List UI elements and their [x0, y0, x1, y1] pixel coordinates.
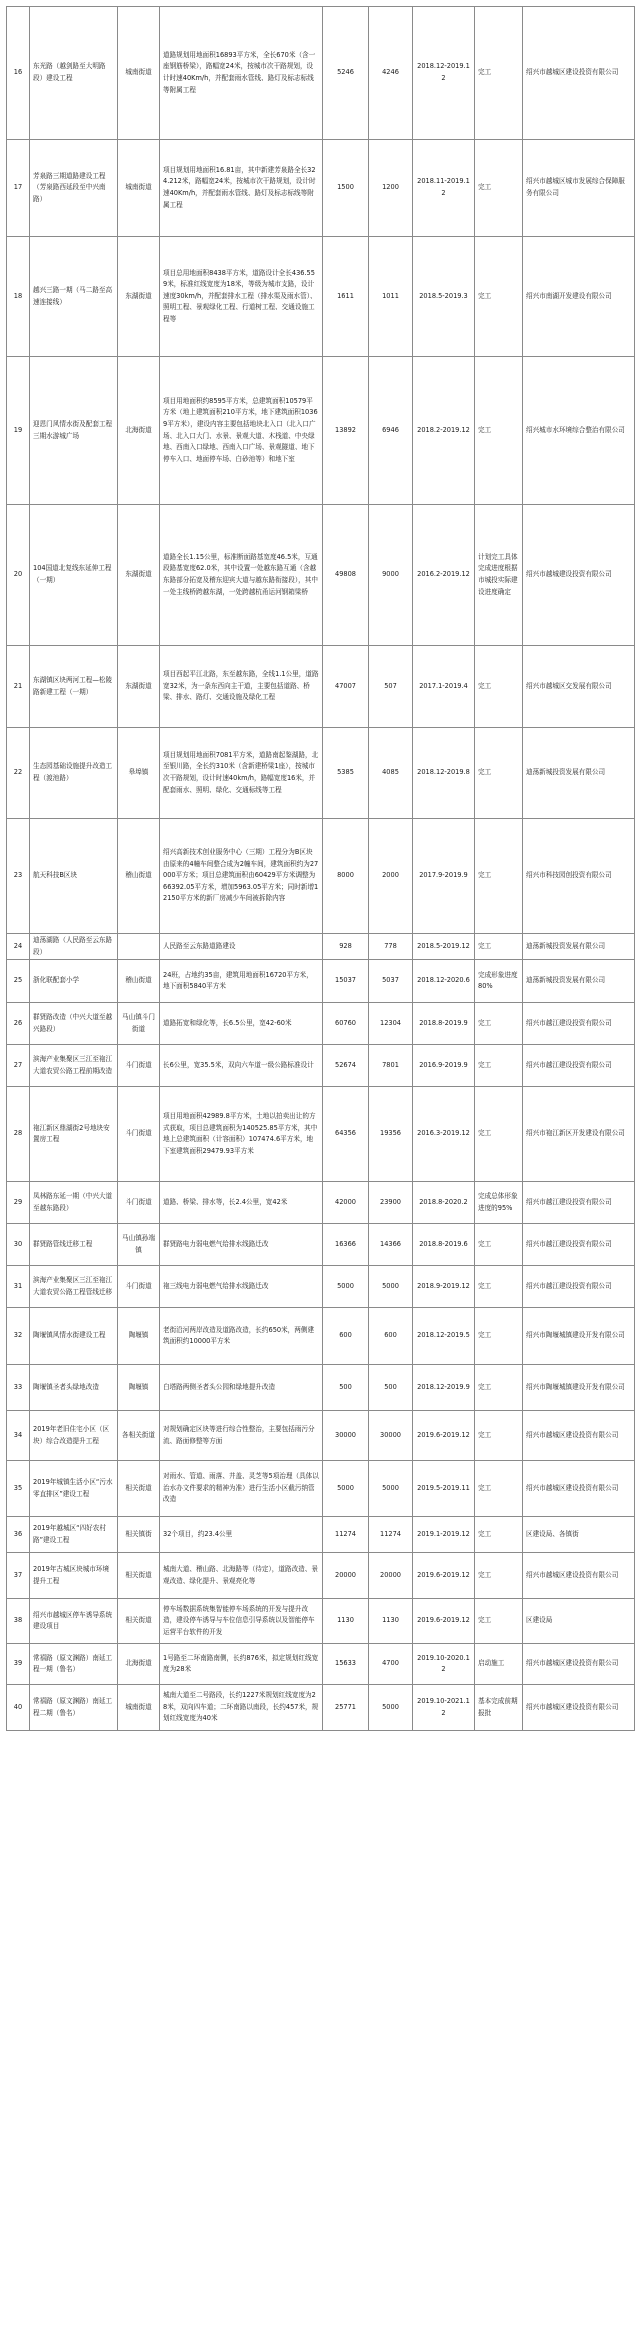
total-investment-cell: 1611 — [323, 237, 369, 357]
annual-plan-cell: 1200 — [369, 140, 413, 237]
total-investment-cell: 60760 — [323, 1003, 369, 1045]
project-name-cell: 滨海产业集聚区三江至袍江大道农贸公路工程管线迁移 — [30, 1266, 118, 1308]
table-row — [7, 646, 635, 728]
street-cell: 东湖街道 — [118, 505, 160, 646]
project-name-cell: 常禧路（原文渊路）南延工程一期（鲁名） — [30, 1644, 118, 1685]
progress-cell: 完工 — [475, 237, 523, 357]
construction-content-cell: 1号路至二环南路南侧，长约876米，拟定规划红线宽度为28米 — [160, 1644, 323, 1685]
construction-content-cell: 32个项目，约23.4公里 — [160, 1517, 323, 1553]
total-investment-cell: 30000 — [323, 1411, 369, 1461]
row-number: 37 — [7, 1553, 30, 1599]
total-investment-cell: 5385 — [323, 728, 369, 819]
progress-cell: 完成形象进度80% — [475, 960, 523, 1003]
construction-content-cell: 对雨水、管道、雨落、井盖、灵芝等5项治理（具体以治水办文件要求的精神为准）进行生活小区截污纳管改造 — [160, 1461, 323, 1517]
row-number: 26 — [7, 1003, 30, 1045]
construction-content-cell: 长6公里，宽35.5米，双向六车道一级公路标准设计 — [160, 1045, 323, 1087]
table-row — [7, 728, 635, 819]
responsible-unit-cell: 绍兴市越城建设投资有限公司 — [523, 505, 635, 646]
total-investment-cell: 49808 — [323, 505, 369, 646]
project-name-cell: 常禧路（原文渊路）南延工程二期（鲁名） — [30, 1685, 118, 1731]
total-investment-cell: 8000 — [323, 819, 369, 934]
responsible-unit-cell: 绍兴市陶堰城镇建设开发有限公司 — [523, 1365, 635, 1411]
total-investment-cell: 1130 — [323, 1599, 369, 1644]
responsible-unit-cell: 绍兴市越城区交发展有限公司 — [523, 646, 635, 728]
project-name-cell: 群贤路管线迁移工程 — [30, 1224, 118, 1266]
row-number: 25 — [7, 960, 30, 1003]
progress-cell: 完工 — [475, 646, 523, 728]
construction-period-cell: 2018.2-2019.12 — [413, 357, 475, 505]
street-cell — [118, 934, 160, 960]
project-name-cell: 2019年城镇生活小区“污水零直排区”建设工程 — [30, 1461, 118, 1517]
progress-cell: 完工 — [475, 1003, 523, 1045]
street-cell: 北海街道 — [118, 1644, 160, 1685]
project-name-cell: 陶堰镇圣者头绿地改造 — [30, 1365, 118, 1411]
row-number: 16 — [7, 7, 30, 140]
responsible-unit-cell: 绍兴市越江建设投资有限公司 — [523, 1266, 635, 1308]
total-investment-cell: 5246 — [323, 7, 369, 140]
responsible-unit-cell: 迪荡新城投资发展有限公司 — [523, 728, 635, 819]
total-investment-cell: 11274 — [323, 1517, 369, 1553]
row-number: 38 — [7, 1599, 30, 1644]
table-row — [7, 1411, 635, 1461]
row-number: 22 — [7, 728, 30, 819]
street-cell: 马山镇孙端镇 — [118, 1224, 160, 1266]
responsible-unit-cell: 绍兴市越城区建设投资有限公司 — [523, 1553, 635, 1599]
responsible-unit-cell: 绍兴市越城区城市发展综合保障服务有限公司 — [523, 140, 635, 237]
construction-period-cell: 2019.10-2021.12 — [413, 1685, 475, 1731]
progress-cell: 完工 — [475, 819, 523, 934]
table-row — [7, 7, 635, 140]
table-row — [7, 1266, 635, 1308]
street-cell: 城南街道 — [118, 7, 160, 140]
table-row — [7, 237, 635, 357]
construction-period-cell: 2018.5-2019.3 — [413, 237, 475, 357]
progress-cell: 完工 — [475, 1087, 523, 1182]
annual-plan-cell: 12304 — [369, 1003, 413, 1045]
street-cell: 陶堰镇 — [118, 1365, 160, 1411]
table-row — [7, 934, 635, 960]
row-number: 31 — [7, 1266, 30, 1308]
annual-plan-cell: 9000 — [369, 505, 413, 646]
project-name-cell: 迪荡湖路（人民路至云东路段） — [30, 934, 118, 960]
construction-content-cell: 道路规划用地面积16893平方米，全长670米（含一座钢筋桥梁），路幅宽24米，按城市次干路规划，设计时速40Km/h，并配套雨水管线、路灯及标志标线等附属工程 — [160, 7, 323, 140]
construction-period-cell: 2017.1-2019.4 — [413, 646, 475, 728]
street-cell: 相关镇街 — [118, 1517, 160, 1553]
responsible-unit-cell: 绍兴市越城区建设投资有限公司 — [523, 7, 635, 140]
street-cell: 各相关街道 — [118, 1411, 160, 1461]
responsible-unit-cell: 迪荡新城投资发展有限公司 — [523, 934, 635, 960]
street-cell: 稽山街道 — [118, 960, 160, 1003]
responsible-unit-cell: 区建设局、各镇街 — [523, 1517, 635, 1553]
annual-plan-cell: 30000 — [369, 1411, 413, 1461]
annual-plan-cell: 5000 — [369, 1461, 413, 1517]
annual-plan-cell: 600 — [369, 1308, 413, 1365]
progress-cell: 完工 — [475, 1365, 523, 1411]
project-name-cell: 浙化联配套小学 — [30, 960, 118, 1003]
table-row — [7, 1224, 635, 1266]
street-cell: 斗门街道 — [118, 1266, 160, 1308]
annual-plan-cell: 4246 — [369, 7, 413, 140]
street-cell: 斗门街道 — [118, 1045, 160, 1087]
total-investment-cell: 47007 — [323, 646, 369, 728]
construction-content-cell: 绍兴高新技术创业服务中心（三期）工程分为B区块由原来的4幢车间整合成为2幢车间，建筑面积约为27000平方米；项目总建筑面积由60429平方米调整为66392.05平方米，增加5963.05平方米；同时新增12150平方米的新厂房减少车间被拆除内容 — [160, 819, 323, 934]
row-number: 34 — [7, 1411, 30, 1461]
street-cell: 城南街道 — [118, 140, 160, 237]
row-number: 24 — [7, 934, 30, 960]
project-name-cell: 航天科技B区块 — [30, 819, 118, 934]
annual-plan-cell: 4700 — [369, 1644, 413, 1685]
annual-plan-cell: 11274 — [369, 1517, 413, 1553]
construction-period-cell: 2017.9-2019.9 — [413, 819, 475, 934]
street-cell: 马山镇斗门街道 — [118, 1003, 160, 1045]
annual-plan-cell: 23900 — [369, 1182, 413, 1224]
progress-cell: 完工 — [475, 1517, 523, 1553]
street-cell: 斗门街道 — [118, 1087, 160, 1182]
project-name-cell: 群贤路改造（中兴大道至越兴路段） — [30, 1003, 118, 1045]
street-cell: 相关街道 — [118, 1599, 160, 1644]
construction-content-cell: 袍三线电力弱电燃气给排水线路迁改 — [160, 1266, 323, 1308]
annual-plan-cell: 5000 — [369, 1266, 413, 1308]
construction-period-cell: 2019.6-2019.12 — [413, 1553, 475, 1599]
project-name-cell: 生态园基础设施提升改造工程（渡池路） — [30, 728, 118, 819]
construction-content-cell: 项目总用地面积8438平方米，道路设计全长436.559米，标准红线宽度为18米，等级为城市支路，设计速度30km/h，并配套排水工程（排水渠及雨水管）、照明工程、景观绿化工程、行道树工程、交通设施工程等 — [160, 237, 323, 357]
responsible-unit-cell: 绍兴市越城区建设投资有限公司 — [523, 1644, 635, 1685]
progress-cell: 完工 — [475, 1599, 523, 1644]
construction-period-cell: 2019.5-2019.11 — [413, 1461, 475, 1517]
construction-period-cell: 2018.8-2019.6 — [413, 1224, 475, 1266]
street-cell: 斗门街道 — [118, 1182, 160, 1224]
responsible-unit-cell: 绍兴市越城区建设投资有限公司 — [523, 1411, 635, 1461]
row-number: 35 — [7, 1461, 30, 1517]
row-number: 39 — [7, 1644, 30, 1685]
annual-plan-cell: 500 — [369, 1365, 413, 1411]
construction-content-cell: 老街沿河两岸改造及道路改造，长约650米，两侧建筑面积约10000平方米 — [160, 1308, 323, 1365]
annual-plan-cell: 14366 — [369, 1224, 413, 1266]
construction-content-cell: 24班，占地约35亩，建筑用地面积16720平方米，地下面积5840平方米 — [160, 960, 323, 1003]
progress-cell: 完工 — [475, 140, 523, 237]
construction-period-cell: 2018.12-2019.9 — [413, 1365, 475, 1411]
total-investment-cell: 13892 — [323, 357, 369, 505]
annual-plan-cell: 1130 — [369, 1599, 413, 1644]
table-row — [7, 1365, 635, 1411]
total-investment-cell: 64356 — [323, 1087, 369, 1182]
construction-content-cell: 项目用地面积42989.8平方米，土地以拍卖出让的方式获取，项目总建筑面积为140525.85平方米，其中地上总建筑面积（计容面积）107474.6平方米，地下室建筑面积29479.93平方米 — [160, 1087, 323, 1182]
table-row — [7, 1553, 635, 1599]
row-number: 30 — [7, 1224, 30, 1266]
table-row — [7, 1644, 635, 1685]
table-row — [7, 1003, 635, 1045]
progress-cell: 计划完工具体完成进度根据市城投实际建设进度确定 — [475, 505, 523, 646]
street-cell: 北海街道 — [118, 357, 160, 505]
construction-content-cell: 城南大道至二号路段，长约1227米规划红线宽度为28米，双向四车道；二环南路以南段，长约457米，规划红线宽度为40米 — [160, 1685, 323, 1731]
annual-plan-cell: 778 — [369, 934, 413, 960]
progress-cell: 完工 — [475, 7, 523, 140]
street-cell: 相关街道 — [118, 1553, 160, 1599]
row-number: 29 — [7, 1182, 30, 1224]
progress-cell: 完工 — [475, 1553, 523, 1599]
progress-cell: 基本完成前期报批 — [475, 1685, 523, 1731]
progress-cell: 完工 — [475, 1224, 523, 1266]
responsible-unit-cell: 绍兴市越江建设投资有限公司 — [523, 1003, 635, 1045]
project-name-cell: 滨海产业集聚区三江至袍江大道农贸公路工程前期改造 — [30, 1045, 118, 1087]
table-row — [7, 1045, 635, 1087]
responsible-unit-cell: 绍兴市越城区建设投资有限公司 — [523, 1685, 635, 1731]
construction-period-cell: 2018.11-2019.12 — [413, 140, 475, 237]
construction-content-cell: 项目规划用地面积7081平方米，道路南起鉴湖路，北至银川路，全长约310米（含新建桥梁1座），按城市次干路规划，设计时速40km/h，路幅宽度16米，并配套雨水、照明、绿化、交通标线等工程 — [160, 728, 323, 819]
annual-plan-cell: 7801 — [369, 1045, 413, 1087]
street-cell: 东湖街道 — [118, 646, 160, 728]
annual-plan-cell: 5000 — [369, 1685, 413, 1731]
progress-cell: 完工 — [475, 1308, 523, 1365]
table-row — [7, 357, 635, 505]
project-name-cell: 东湖镇区块两河工程—松陵路新建工程（一期） — [30, 646, 118, 728]
construction-period-cell: 2016.2-2019.12 — [413, 505, 475, 646]
total-investment-cell: 500 — [323, 1365, 369, 1411]
construction-period-cell: 2018.8-2019.9 — [413, 1003, 475, 1045]
row-number: 27 — [7, 1045, 30, 1087]
responsible-unit-cell: 迪荡新城投资发展有限公司 — [523, 960, 635, 1003]
row-number: 18 — [7, 237, 30, 357]
construction-period-cell: 2018.9-2019.12 — [413, 1266, 475, 1308]
responsible-unit-cell: 绍兴市科技园创投资有限公司 — [523, 819, 635, 934]
total-investment-cell: 42000 — [323, 1182, 369, 1224]
table-row — [7, 819, 635, 934]
construction-period-cell: 2018.12-2020.6 — [413, 960, 475, 1003]
annual-plan-cell: 20000 — [369, 1553, 413, 1599]
construction-content-cell: 道路全长1.15公里，标准断面路基宽度46.5米，互通段路基宽度62.0米，其中设置一处越东路互通（含越东路部分拓宽及稽东迎宾大道与越东路衔接段），其中一处主线桥跨越东湖，一处跨越杭甬运河钢箱梁桥 — [160, 505, 323, 646]
annual-plan-cell: 4085 — [369, 728, 413, 819]
annual-plan-cell: 19356 — [369, 1087, 413, 1182]
construction-period-cell: 2018.8-2020.2 — [413, 1182, 475, 1224]
street-cell: 陶堰镇 — [118, 1308, 160, 1365]
table-row — [7, 1182, 635, 1224]
table-row — [7, 1517, 635, 1553]
progress-cell: 完工 — [475, 1411, 523, 1461]
table-row — [7, 1087, 635, 1182]
construction-content-cell: 停车场数据系统集智能停车场系统的开发与提升改造，建设停车诱导与车位信息引导系统以及智能停车运营平台软件的开发 — [160, 1599, 323, 1644]
project-name-cell: 2019年老旧住宅小区（区块）综合改造提升工程 — [30, 1411, 118, 1461]
total-investment-cell: 15633 — [323, 1644, 369, 1685]
annual-plan-cell: 6946 — [369, 357, 413, 505]
project-name-cell: 2019年越城区“四好农村路”建设工程 — [30, 1517, 118, 1553]
progress-cell: 完成总体形象进度的95% — [475, 1182, 523, 1224]
project-name-cell: 越兴三路一期（马二路至高速连接线） — [30, 237, 118, 357]
row-number: 20 — [7, 505, 30, 646]
project-name-cell: 104国道北复线东延伸工程（一期） — [30, 505, 118, 646]
construction-content-cell: 项目规划用地面积16.81亩，其中新建芳泉路全长324.212米，路幅宽24米，按城市次干路规划，设计时速40Km/h，并配套雨水管线、路灯及标志标线等附属工程 — [160, 140, 323, 237]
construction-period-cell: 2016.3-2019.12 — [413, 1087, 475, 1182]
street-cell: 稽山街道 — [118, 819, 160, 934]
row-number: 23 — [7, 819, 30, 934]
construction-period-cell: 2019.10-2020.12 — [413, 1644, 475, 1685]
total-investment-cell: 16366 — [323, 1224, 369, 1266]
total-investment-cell: 20000 — [323, 1553, 369, 1599]
street-cell: 东湖街道 — [118, 237, 160, 357]
construction-content-cell: 对规划确定区块等进行综合性整治，主要包括雨污分流、路面修整等方面 — [160, 1411, 323, 1461]
progress-cell: 完工 — [475, 1045, 523, 1087]
total-investment-cell: 52674 — [323, 1045, 369, 1087]
project-name-cell: 袍江新区鼎湖街2号地块安置房工程 — [30, 1087, 118, 1182]
construction-period-cell: 2019.6-2019.12 — [413, 1599, 475, 1644]
total-investment-cell: 5000 — [323, 1461, 369, 1517]
project-name-cell: 绍兴市越城区停车诱导系统建设项目 — [30, 1599, 118, 1644]
responsible-unit-cell: 绍兴市袍江新区开发建设有限公司 — [523, 1087, 635, 1182]
total-investment-cell: 1500 — [323, 140, 369, 237]
table-row — [7, 140, 635, 237]
construction-period-cell: 2019.1-2019.12 — [413, 1517, 475, 1553]
total-investment-cell: 928 — [323, 934, 369, 960]
progress-cell: 完工 — [475, 934, 523, 960]
progress-cell: 完工 — [475, 357, 523, 505]
responsible-unit-cell: 绍兴市南湖开发建设有限公司 — [523, 237, 635, 357]
table-row — [7, 505, 635, 646]
total-investment-cell: 15037 — [323, 960, 369, 1003]
progress-cell: 完工 — [475, 1461, 523, 1517]
construction-period-cell: 2018.12-2019.12 — [413, 7, 475, 140]
row-number: 40 — [7, 1685, 30, 1731]
construction-content-cell: 项目西起平江北路，东至越东路，全线1.1公里，道路宽32米，为一条东西向主干道，主要包括道路、桥梁、排水、路灯、交通设施及绿化工程 — [160, 646, 323, 728]
project-name-cell: 陶堰镇风情水街建设工程 — [30, 1308, 118, 1365]
street-cell: 皋埠镇 — [118, 728, 160, 819]
responsible-unit-cell: 绍兴市越江建设投资有限公司 — [523, 1045, 635, 1087]
responsible-unit-cell: 区建设局 — [523, 1599, 635, 1644]
responsible-unit-cell: 绍兴市越江建设投资有限公司 — [523, 1224, 635, 1266]
annual-plan-cell: 2000 — [369, 819, 413, 934]
progress-cell: 完工 — [475, 1266, 523, 1308]
project-name-cell: 芳泉路三期道路建设工程（芳泉路西延段至中兴南路） — [30, 140, 118, 237]
table-row — [7, 1599, 635, 1644]
row-number: 33 — [7, 1365, 30, 1411]
project-name-cell: 2019年古城区块城市环境提升工程 — [30, 1553, 118, 1599]
construction-content-cell: 人民路至云东路道路建设 — [160, 934, 323, 960]
construction-content-cell: 道路拓宽和绿化等，长6.5公里，宽42-60米 — [160, 1003, 323, 1045]
project-name-cell: 东光路（越剑路至大明路段）建设工程 — [30, 7, 118, 140]
total-investment-cell: 5000 — [323, 1266, 369, 1308]
construction-content-cell: 城南大道、稽山路、北海路等（待定），道路改造、景观改造、绿化提升、景观亮化等 — [160, 1553, 323, 1599]
responsible-unit-cell: 绍兴市越江建设投资有限公司 — [523, 1182, 635, 1224]
table-row — [7, 1685, 635, 1731]
row-number: 17 — [7, 140, 30, 237]
construction-period-cell: 2018.12-2019.5 — [413, 1308, 475, 1365]
street-cell: 城南街道 — [118, 1685, 160, 1731]
annual-plan-cell: 5037 — [369, 960, 413, 1003]
project-name-cell: 迎恩门风情水街及配套工程三期水游城广场 — [30, 357, 118, 505]
row-number: 28 — [7, 1087, 30, 1182]
construction-content-cell: 项目用地面积约8595平方米，总建筑面积10579平方米（地上建筑面积210平方米，地下建筑面积10369平方米），建设内容主要包括地块北入口（北入口广场、北入口大门、水景、景观大道、木栈道、中央绿地、西南入口绿地、西南入口广场、景观隧道、地下停车入口、地面停车场、白砂池等）和地下室 — [160, 357, 323, 505]
responsible-unit-cell: 绍兴市陶堰城镇建设开发有限公司 — [523, 1308, 635, 1365]
project-name-cell: 凤林路东延一期（中兴大道至越东路段） — [30, 1182, 118, 1224]
total-investment-cell: 600 — [323, 1308, 369, 1365]
total-investment-cell: 25771 — [323, 1685, 369, 1731]
street-cell: 相关街道 — [118, 1461, 160, 1517]
responsible-unit-cell: 绍兴城市水环境综合整治有限公司 — [523, 357, 635, 505]
row-number: 36 — [7, 1517, 30, 1553]
construction-period-cell: 2019.6-2019.12 — [413, 1411, 475, 1461]
construction-content-cell: 道路、桥梁、排水等，长2.4公里，宽42米 — [160, 1182, 323, 1224]
row-number: 32 — [7, 1308, 30, 1365]
table-row — [7, 1461, 635, 1517]
responsible-unit-cell: 绍兴市越城区建设投资有限公司 — [523, 1461, 635, 1517]
construction-period-cell: 2016.9-2019.9 — [413, 1045, 475, 1087]
progress-cell: 完工 — [475, 728, 523, 819]
annual-plan-cell: 507 — [369, 646, 413, 728]
construction-period-cell: 2018.5-2019.12 — [413, 934, 475, 960]
construction-content-cell: 群贤路电力弱电燃气给排水线路迁改 — [160, 1224, 323, 1266]
annual-plan-cell: 1011 — [369, 237, 413, 357]
table-row — [7, 960, 635, 1003]
row-number: 21 — [7, 646, 30, 728]
table-row — [7, 1308, 635, 1365]
construction-period-cell: 2018.12-2019.8 — [413, 728, 475, 819]
construction-content-cell: 白塔路两侧圣者头公园和绿地提升改造 — [160, 1365, 323, 1411]
project-table — [6, 6, 635, 1731]
row-number: 19 — [7, 357, 30, 505]
progress-cell: 启动施工 — [475, 1644, 523, 1685]
